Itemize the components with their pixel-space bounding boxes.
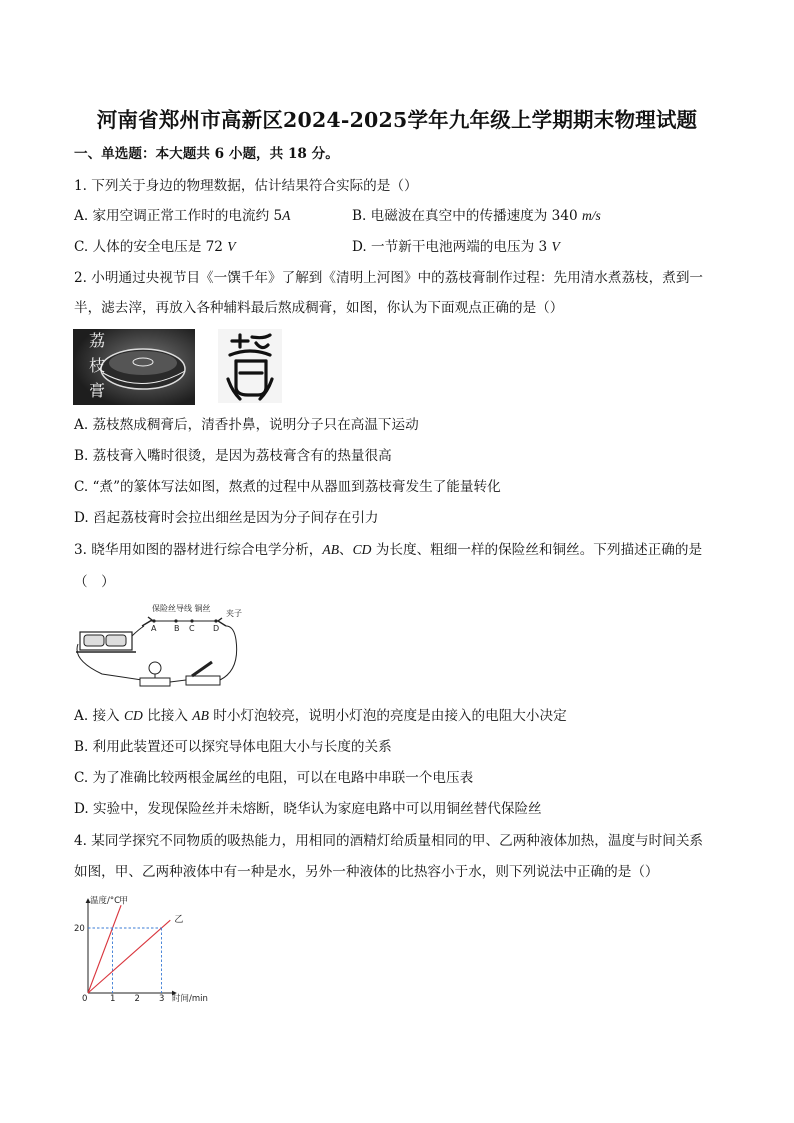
q3-option-d: D. 实验中，发现保险丝并未熔断，晓华认为家庭电路中可以用铜丝替代保险丝 <box>74 801 542 817</box>
photo-char-3: 膏 <box>88 381 106 400</box>
point-d: D <box>213 624 220 633</box>
fuse-copper-label: 保险丝导线 铜丝 <box>152 604 211 613</box>
photo-char-2: 枝 <box>88 356 106 375</box>
q1-option-c-text: C. 人体的安全电压是 72 <box>74 239 228 255</box>
section-heading: 一、单选题：本大题共 6 小题，共 18 分。 <box>74 146 339 162</box>
x-tick-label: 2 <box>134 994 140 1004</box>
photo-char-1: 荔 <box>88 331 106 350</box>
q1-option-b <box>352 207 601 225</box>
y-tick-label: 20 <box>74 924 85 934</box>
q1-option-c <box>74 238 236 256</box>
q1-option-a-text: A. 家用空调正常工作时的电流约 5 <box>74 208 283 224</box>
temperature-time-chart <box>72 893 232 1005</box>
x-axis-label: 时间/min <box>172 994 208 1004</box>
q2-stem-line2: 半，滤去滓，再放入各种辅料最后熬成稠膏，如图，你认为下面观点正确的是（） <box>74 300 564 316</box>
q1-option-a-unit: A <box>282 208 291 223</box>
q3-option-a-pre: A. 接入 <box>74 708 124 724</box>
q3-stem-line1 <box>74 541 702 559</box>
point-c: C <box>189 624 195 633</box>
q2-stem-line1: 2. 小明通过央视节目《一馔千年》了解到《清明上河图》中的荔枝膏制作过程：先用清水煮荔枝，煮到一 <box>74 270 704 286</box>
q4-stem-line1: 4. 某同学探究不同物质的吸热能力，用相同的酒精灯给质量相同的甲、乙两种液体加热，温度与时间关系 <box>74 833 704 849</box>
q1-stem: 1. 下列关于身边的物理数据，估计结果符合实际的是（） <box>74 178 418 194</box>
seal-script-glyph <box>218 329 282 403</box>
page-title: 河南省郑州市高新区2024-2025学年九年级上学期期末物理试题 <box>96 108 698 132</box>
x-tick-label: 3 <box>159 994 165 1004</box>
q3-stem-cd: CD <box>352 542 372 557</box>
lychee-paste-photo <box>73 329 195 405</box>
series-label: 甲 <box>119 896 129 907</box>
q2-option-c: C. “煮”的篆体写法如图，熬煮的过程中从器皿到荔枝膏发生了能量转化 <box>74 479 501 495</box>
q3-option-a <box>74 707 567 725</box>
clip-label: 夹子 <box>226 609 242 618</box>
q2-option-d: D. 舀起荔枝膏时会拉出细丝是因为分子间存在引力 <box>74 510 379 526</box>
series-line-yi <box>88 920 170 993</box>
q3-stem-sep: 、 <box>339 542 353 558</box>
point-b: B <box>174 624 180 633</box>
q3-option-c: C. 为了准确比较两根金属丝的电阻，可以在电路中串联一个电压表 <box>74 770 474 786</box>
q2-option-a: A. 荔枝熬成稠膏后，清香扑鼻，说明分子只在高温下运动 <box>74 417 419 433</box>
q3-stem-line2: （ ） <box>74 574 115 590</box>
x-tick-label: 0 <box>82 994 88 1004</box>
q1-option-d-unit: V <box>551 239 560 254</box>
q3-stem-part1: 3. 晓华用如图的器材进行综合电学分析， <box>74 542 323 558</box>
q3-option-b: B. 利用此装置还可以探究导体电阻大小与长度的关系 <box>74 739 392 755</box>
series-label: 乙 <box>174 915 184 926</box>
point-a: A <box>151 624 157 633</box>
q3-option-a-post: 时小灯泡较亮，说明小灯泡的亮度是由接入的电阻大小决定 <box>208 708 567 724</box>
q3-option-a-ab: AB <box>192 708 209 723</box>
q1-option-d-text: D. 一节新干电池两端的电压为 3 <box>352 239 552 255</box>
x-tick-label: 1 <box>110 994 116 1004</box>
q1-option-b-unit: m/s <box>581 208 601 223</box>
q2-option-b: B. 荔枝膏入嘴时很烫，是因为荔枝膏含有的热量很高 <box>74 448 392 464</box>
q1-option-b-text: B. 电磁波在真空中的传播速度为 340 <box>352 208 582 224</box>
q3-stem-part2: 为长度、粗细一样的保险丝和铜丝。下列描述正确的是 <box>371 542 703 558</box>
q1-option-a <box>74 207 290 225</box>
q4-stem-line2: 如图，甲、乙两种液体中有一种是水，另外一种液体的比热容小于水，则下列说法中正确的是（） <box>74 864 659 880</box>
q3-option-a-mid: 比接入 <box>142 708 193 724</box>
series-line-jia <box>88 905 121 993</box>
q1-option-c-unit: V <box>227 239 236 254</box>
y-axis-label: 温度/°C <box>90 896 121 906</box>
q3-option-a-cd: CD <box>123 708 143 723</box>
q1-option-d <box>352 238 560 256</box>
circuit-diagram <box>72 600 252 692</box>
q3-stem-ab: AB <box>322 542 339 557</box>
